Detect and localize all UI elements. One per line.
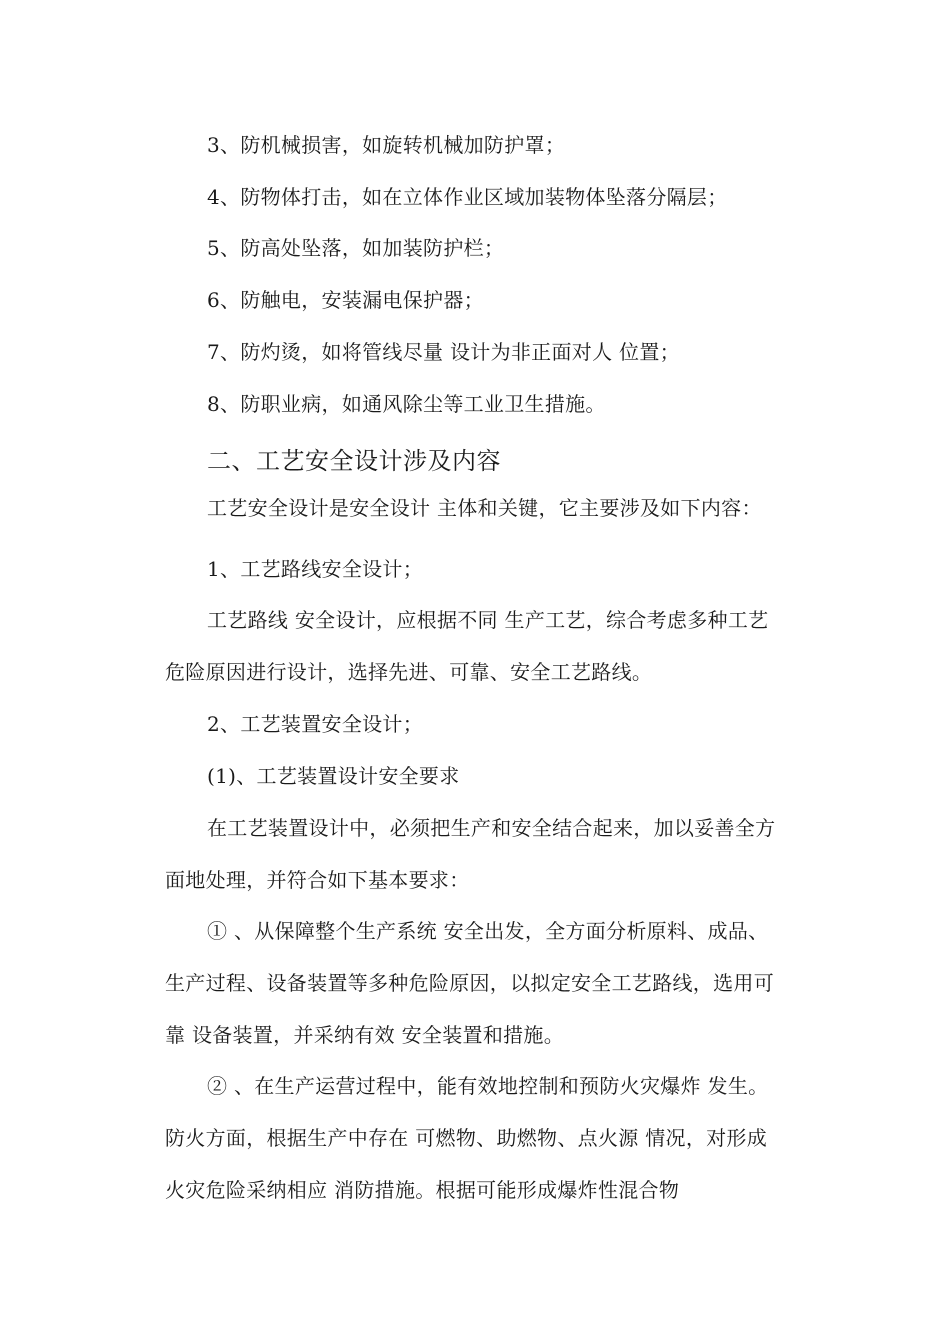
item1-body-line: 工艺路线 安全设计，应根据不同 生产工艺，综合考虑多种工艺 [207,608,769,632]
item1-title: 1、工艺路线安全设计； [207,557,424,581]
item2-body-line: 在工艺装置设计中，必须把生产和安全结合起来，加以妥善全方 [207,816,776,840]
point2-line: ② 、在生产运营过程中，能有效地控制和预防火灾爆炸 发生。 [207,1074,769,1098]
point1-line: ① 、从保障整个生产系统 安全出发，全方面分析原料、成品、 [207,919,769,943]
list-item-mechanical: 3、防机械损害，如旋转机械加防护罩； [207,133,566,157]
list-item-electric-shock: 6、防触电，安装漏电保护器； [207,288,484,312]
list-item-fall-protection: 5、防高处坠落，如加装防护栏； [207,236,505,260]
list-item-burns: 7、防灼烫，如将管线尽量 设计为非正面对人 位置； [207,340,680,364]
point1-line: 靠 设备装置，并采纳有效 安全装置和措施。 [165,1023,565,1047]
list-item-occupational-disease: 8、防职业病，如通风除尘等工业卫生措施。 [207,392,606,416]
item2-title: 2、工艺装置安全设计； [207,712,424,736]
intro-paragraph: 工艺安全设计是安全设计 主体和关键，它主要涉及如下内容： [207,496,762,520]
point2-line: 防火方面，根据生产中存在 可燃物、助燃物、点火源 情况，对形成 [165,1126,768,1150]
list-item-falling-objects: 4、防物体打击，如在立体作业区域加装物体坠落分隔层； [207,185,728,209]
point2-line: 火灾危险采纳相应 消防措施。根据可能形成爆炸性混合物 [165,1178,680,1202]
item1-body-line: 危险原因进行设计，选择先进、可靠、安全工艺路线。 [165,660,653,684]
point1-line: 生产过程、设备装置等多种危险原因，以拟定安全工艺路线，选用可 [165,971,774,995]
section-heading: 二、工艺安全设计涉及内容 [207,447,501,475]
item2-subtitle: (1)、工艺装置设计安全要求 [207,764,460,788]
item2-body-line: 面地处理，并符合如下基本要求： [165,868,470,892]
